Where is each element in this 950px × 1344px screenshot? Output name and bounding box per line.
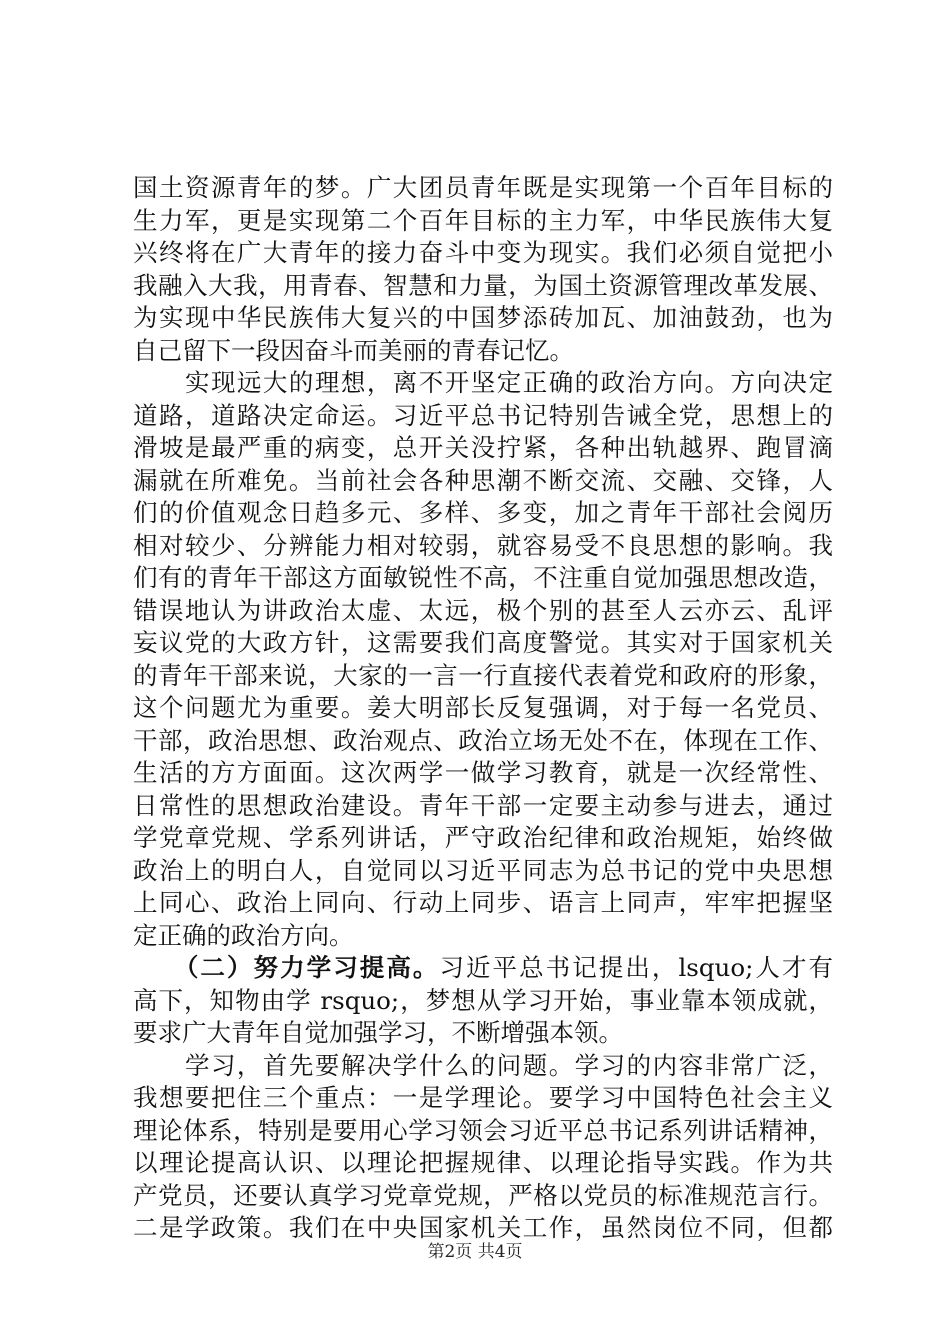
- text-line: 滑坡是最严重的病变，总开关没拧紧，各种出轨越界、跑冒滴: [133, 433, 833, 462]
- text-line: 漏就在所难免。当前社会各种思潮不断交流、交融、交锋，人: [133, 465, 833, 495]
- text-line: 道路，道路决定命运。习近平总书记特别告诫全党，思想上的: [133, 400, 833, 430]
- text-line: 日常性的思想政治建设。青年干部一定要主动参与进去，通过: [133, 790, 833, 820]
- text-line: 实现远大的理想，离不开坚定正确的政治方向。方向决定: [133, 368, 833, 397]
- text-line: 的青年干部来说，大家的一言一行直接代表着党和政府的形象，: [133, 660, 833, 690]
- text-line: 高下，知物由学 rsquo;，梦想从学习开始，事业靠本领成就，: [133, 985, 833, 1015]
- document-body: [133, 172, 833, 1245]
- text-line: 为实现中华民族伟大复兴的中国梦添砖加瓦、加油鼓劲，也为: [133, 303, 833, 332]
- heading-continuation: 习近平总书记提出，lsquo;人才有: [439, 953, 833, 982]
- text-line: 们的价值观念日趋多元、多样、多变，加之青年干部社会阅历: [133, 498, 833, 527]
- text-line: 学党章党规、学系列讲话，严守政治纪律和政治规矩，始终做: [133, 823, 833, 852]
- text-line: 上同心、政治上同向、行动上同步、语言上同声，牢牢把握坚: [133, 888, 833, 917]
- text-line: 们有的青年干部这方面敏锐性不高，不注重自觉加强思想改造，: [133, 563, 833, 592]
- section-heading: （二）努力学习提高。: [133, 953, 440, 982]
- text-line: 政治上的明白人，自觉同以习近平同志为总书记的党中央思想: [133, 855, 833, 885]
- text-line: 以理论提高认识、以理论把握规律、以理论指导实践。作为共: [133, 1148, 833, 1177]
- text-line: 生力军，更是实现第二个百年目标的主力军，中华民族伟大复: [133, 205, 833, 235]
- text-line: 干部，政治思想、政治观点、政治立场无处不在，体现在工作、: [133, 725, 833, 755]
- text-line: 生活的方方面面。这次两学一做学习教育，就是一次经常性、: [133, 758, 833, 787]
- text-line: 我想要把住三个重点：一是学理论。要学习中国特色社会主义: [133, 1083, 833, 1112]
- text-line: 我融入大我，用青春、智慧和力量，为国土资源管理改革发展、: [133, 270, 833, 300]
- text-line: 二是学政策。我们在中央国家机关工作，虽然岗位不同，但都: [133, 1213, 833, 1242]
- section-heading-line: [133, 952, 833, 985]
- text-line: 错误地认为讲政治太虚、太远，极个别的甚至人云亦云、乱评: [133, 595, 833, 625]
- text-line: 兴终将在广大青年的接力奋斗中变为现实。我们必须自觉把小: [133, 238, 833, 267]
- page-number-footer: 第2页 共4页: [427, 1242, 523, 1262]
- text-line: 要求广大青年自觉加强学习，不断增强本领。: [133, 1018, 623, 1047]
- text-line: 产党员，还要认真学习党章党规，严格以党员的标准规范言行。: [133, 1180, 833, 1210]
- text-line: 学习，首先要解决学什么的问题。学习的内容非常广泛，: [133, 1050, 833, 1080]
- text-line: 相对较少、分辨能力相对较弱，就容易受不良思想的影响。我: [133, 530, 833, 560]
- text-line: 自己留下一段因奋斗而美丽的青春记忆。: [133, 335, 574, 365]
- text-line: 妄议党的大政方针，这需要我们高度警觉。其实对于国家机关: [133, 628, 833, 657]
- text-line: 国土资源青年的梦。广大团员青年既是实现第一个百年目标的: [133, 173, 833, 202]
- text-line: 定正确的政治方向。: [133, 920, 354, 950]
- text-line: 这个问题尤为重要。姜大明部长反复强调，对于每一名党员、: [133, 693, 833, 722]
- text-line: 理论体系，特别是要用心学习领会习近平总书记系列讲话精神，: [133, 1115, 833, 1145]
